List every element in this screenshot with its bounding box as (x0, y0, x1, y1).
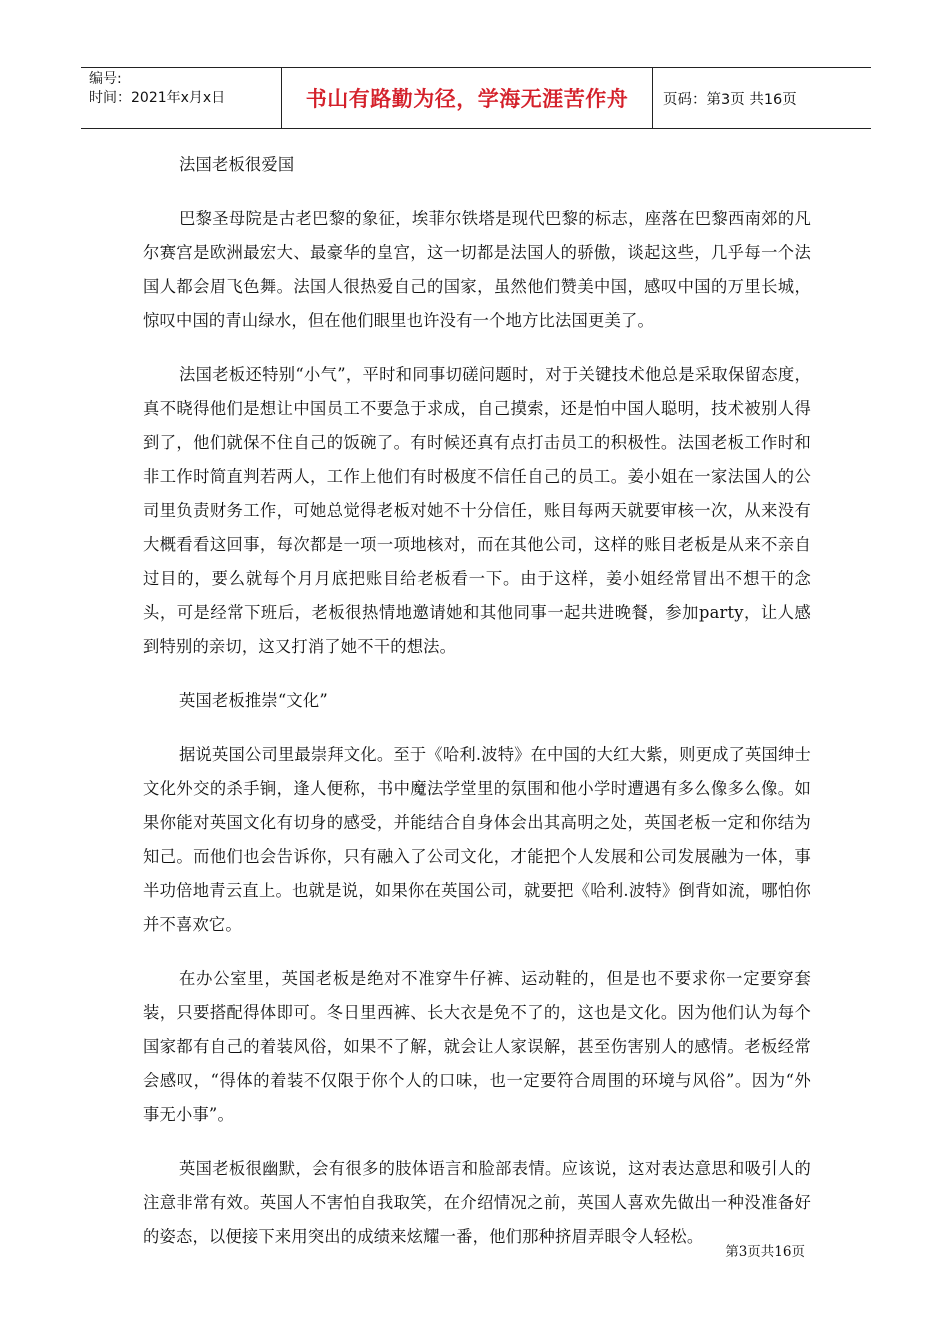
body-paragraph: 据说英国公司里最崇拜文化。至于《哈利.波特》在中国的大红大紫，则更成了英国绅士文化外交的杀手锏，逢人便称，书中魔法学堂里的氛围和他小学时遭遇有多么像多么像。如果你能对英国文化有切身的感受，并能结合自身体会出其高明之处，英国老板一定和你结为知己。而他们也会告诉你，只有融入了公司文化，才能把个人发展和公司发展融为一体，事半功倍地青云直上。也就是说，如果你在英国公司，就要把《哈利.波特》倒背如流，哪怕你并不喜欢它。 (143, 745, 811, 934)
body-paragraph: 巴黎圣母院是古老巴黎的象征，埃菲尔铁塔是现代巴黎的标志，座落在巴黎西南郊的凡尔赛宫是欧洲最宏大、最豪华的皇宫，这一切都是法国人的骄傲，谈起这些，几乎每一个法国人都会眉飞色舞。法国人很热爱自己的国家，虽然他们赞美中国，感叹中国的万里长城，惊叹中国的青山绿水，但在他们眼里也许没有一个地方比法国更美了。 (143, 209, 811, 330)
document-body (143, 148, 811, 1274)
section-heading: 法国老板很爱国 (179, 155, 295, 174)
page-header (81, 67, 871, 129)
body-paragraph: 法国老板还特别“小气”，平时和同事切磋问题时，对于关键技术他总是采取保留态度，真不晓得他们是想让中国员工不要急于求成，自己摸索，还是怕中国人聪明，技术被别人得到了，他们就保不住自己的饭碗了。有时候还真有点打击员工的积极性。法国老板工作时和非工作时简直判若两人，工作上他们有时极度不信任自己的员工。姜小姐在一家法国人的公司里负责财务工作，可她总觉得老板对她不十分信任，账目每两天就要审核一次，从来没有大概看看这回事，每次都是一项一项地核对，而在其他公司，这样的账目老板是从来不亲自过目的，要么就每个月月底把账目给老板看一下。由于这样，姜小姐经常冒出不想干的念头，可是经常下班后，老板很热情地邀请她和其他同事一起共进晚餐，参加party，让人感到特别的亲切，这又打消了她不干的想法。 (143, 365, 811, 656)
body-paragraph: 在办公室里，英国老板是绝对不准穿牛仔裤、运动鞋的，但是也不要求你一定要穿套装，只要搭配得体即可。冬日里西裤、长大衣是免不了的，这也是文化。因为他们认为每个国家都有自己的着装风俗，如果不了解，就会让人家误解，甚至伤害别人的感情。老板经常会感叹，“得体的着装不仅限于你个人的口味，也一定要符合周围的环境与风俗”。因为“外事无小事”。 (143, 969, 811, 1124)
document-time: 时间：2021年x月x日 (89, 90, 226, 106)
document-number: 编号: (89, 71, 122, 87)
section-heading: 英国老板推崇“文化” (179, 691, 328, 710)
header-meta (81, 68, 282, 128)
page-footer: 第3页共16页 (725, 1244, 805, 1260)
header-motto: 书山有路勤为径，学海无涯苦作舟 (282, 68, 653, 128)
body-paragraph: 英国老板很幽默，会有很多的肢体语言和脸部表情。应该说，这对表达意思和吸引人的注意非常有效。英国人不害怕自我取笑，在介绍情况之前，英国人喜欢先做出一种没准备好的姿态，以便接下来用突出的成绩来炫耀一番，他们那种挤眉弄眼令人轻松。 (143, 1159, 811, 1246)
header-page-code: 页码：第3页 共16页 (663, 91, 797, 108)
